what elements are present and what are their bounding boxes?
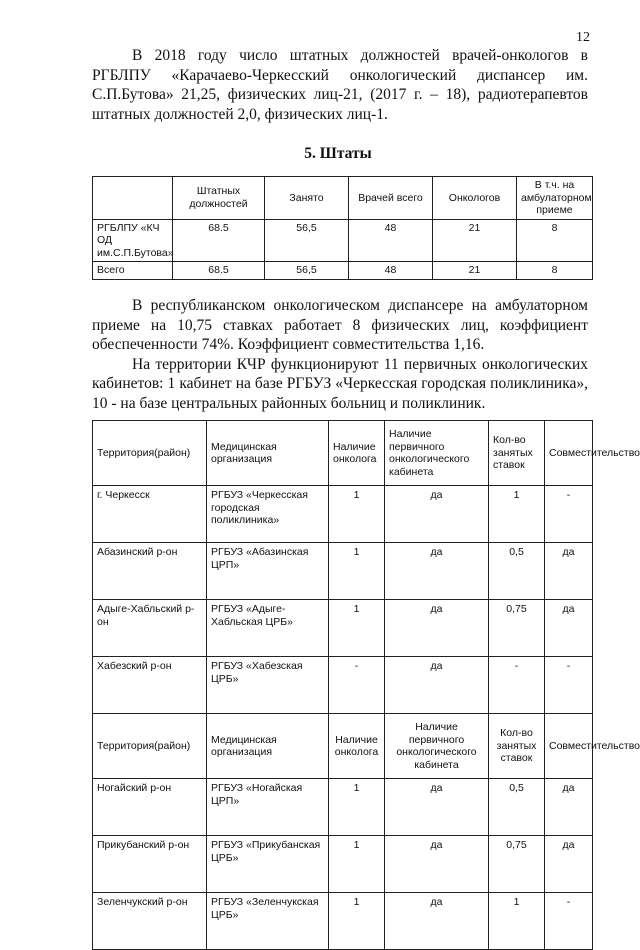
table-cell: РГБУЗ «Адыге-Хабльская ЦРБ» (207, 600, 329, 657)
table-cell: 0,5 (489, 779, 545, 836)
table-header-row (93, 177, 593, 220)
header-cell: Занято (265, 177, 349, 220)
header-cell: Наличие онколога (329, 421, 385, 486)
table-cell: Всего (93, 262, 173, 280)
header-cell: Территория(район) (93, 421, 207, 486)
header-cell: Совместительство (545, 714, 593, 779)
paragraph-cabinets: На территории КЧР функционируют 11 первичных онкологических кабинетов: 1 кабинет на базе РГБУЗ «Черкесская городская поликлиника», 10 - на базе центральных районных больниц и поликлиник. (92, 355, 588, 412)
paragraph-staff-count: В 2018 году число штатных должностей врачей-онкологов в РГБЛПУ «Карачаево-Черкесский онкологический диспансер им. С.П.Бутова» 21,25, физических лиц-21, (2017 г. – 18), радиотерапевтов штатных должностей 2,0, физических лиц-1. (92, 47, 588, 123)
table-row (93, 657, 593, 714)
table-cell: РГБЛПУ «КЧ ОД им.С.П.Бутова» (93, 219, 173, 262)
table-cell: РГБУЗ «Ногайская ЦРП» (207, 779, 329, 836)
table-cell: Ногайский р-он (93, 779, 207, 836)
table-cell: 1 (329, 893, 385, 950)
table-row (93, 893, 593, 950)
table-cell: 1 (329, 486, 385, 543)
paragraph-outpatient: В республиканском онкологическом диспансере на амбулаторном приеме на 10,75 ставках работает 8 физических лиц, коэффициент обеспеченности 74%. Коэффициент совместительства 1,16. (92, 297, 588, 353)
table-row (93, 543, 593, 600)
table-cell: РГБУЗ «Прикубанская ЦРБ» (207, 836, 329, 893)
table-cell: - (329, 657, 385, 714)
table-cell: да (545, 836, 593, 893)
table-row (93, 779, 593, 836)
table-cell: 21 (433, 219, 517, 262)
section-heading: 5. Штаты (304, 145, 372, 162)
table-cell: да (385, 486, 489, 543)
table-cell: да (545, 543, 593, 600)
header-cell: Территория(район) (93, 714, 207, 779)
table-cell: 0,5 (489, 543, 545, 600)
table-cell: 21 (433, 262, 517, 280)
header-cell: Наличие первичного онкологического кабинета (385, 714, 489, 779)
table-cell: РГБУЗ «Черкесская городская поликлиника» (207, 486, 329, 543)
table-cell: РГБУЗ «Абазинская ЦРП» (207, 543, 329, 600)
cabinet-table (92, 420, 640, 950)
table-cell: Зеленчукский р-он (93, 893, 207, 950)
page-number: 12 (576, 30, 590, 45)
table-header-row (93, 714, 593, 779)
header-cell: Кол-во занятых ставок (489, 714, 545, 779)
table-cell: 0,75 (489, 836, 545, 893)
table-cell: РГБУЗ «Хабезская ЦРБ» (207, 657, 329, 714)
table-row (93, 219, 593, 262)
table-cell: 8 (517, 262, 593, 280)
table-cell: Абазинский р-он (93, 543, 207, 600)
header-cell: Наличие первичного онкологического кабинета (385, 421, 489, 486)
table-cell: РГБУЗ «Зеленчукская ЦРБ» (207, 893, 329, 950)
header-cell: Онкологов (433, 177, 517, 220)
table-cell: да (385, 657, 489, 714)
table-cell: 1 (329, 600, 385, 657)
table-row (93, 486, 593, 543)
table-cell: 48 (349, 262, 433, 280)
table-cell: да (385, 893, 489, 950)
table-cell: 8 (517, 219, 593, 262)
table-cell: 1 (329, 836, 385, 893)
table-cell: 1 (489, 486, 545, 543)
table-row (93, 600, 593, 657)
header-cell: Совместительство (545, 421, 593, 486)
table-cell: 1 (329, 543, 385, 600)
table-cell: г. Черкесск (93, 486, 207, 543)
table-cell: да (385, 543, 489, 600)
header-cell: Штатных должностей (173, 177, 265, 220)
table-cell: да (385, 600, 489, 657)
table-cell: 1 (489, 893, 545, 950)
table-cell: Хабезский р-он (93, 657, 207, 714)
header-cell: Кол-во занятых ставок (489, 421, 545, 486)
header-cell: Медицинская организация (207, 421, 329, 486)
table-row (93, 262, 593, 280)
intro-paragraph (92, 46, 588, 124)
table-cell: 0,75 (489, 600, 545, 657)
body-paragraphs (92, 296, 588, 413)
table-cell: 48 (349, 219, 433, 262)
staff-table (92, 176, 593, 280)
header-cell: Медицинская организация (207, 714, 329, 779)
header-cell: Врачей всего (349, 177, 433, 220)
table-cell: Прикубанский р-он (93, 836, 207, 893)
table-cell: 56,5 (265, 219, 349, 262)
header-cell (93, 177, 173, 220)
table-header-row (93, 421, 593, 486)
table-cell: - (489, 657, 545, 714)
table-cell: Адыге-Хабльский р-он (93, 600, 207, 657)
table-cell: да (545, 600, 593, 657)
table-cell: - (545, 657, 593, 714)
table-cell: 68.5 (173, 262, 265, 280)
table-cell: 56,5 (265, 262, 349, 280)
table-cell: - (545, 486, 593, 543)
table-cell: да (385, 836, 489, 893)
header-cell: Наличие онколога (329, 714, 385, 779)
table-cell: да (385, 779, 489, 836)
table-row (93, 836, 593, 893)
header-cell: В т.ч. на амбулаторном приеме (517, 177, 593, 220)
table-cell: - (545, 893, 593, 950)
table-cell: да (545, 779, 593, 836)
table-cell: 68.5 (173, 219, 265, 262)
table-cell: 1 (329, 779, 385, 836)
